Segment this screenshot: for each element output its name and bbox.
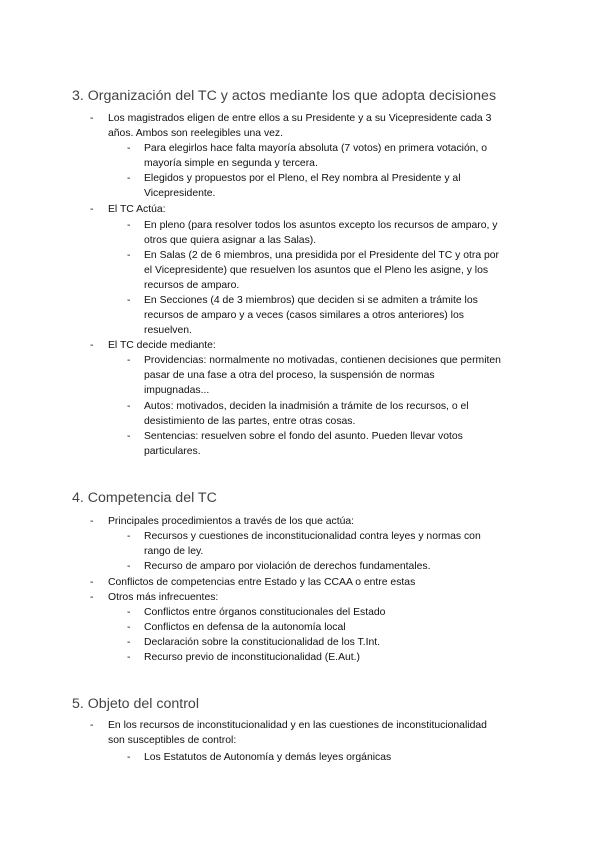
sub-list-item-line: Recurso de amparo por violación de derechos fundamentales. bbox=[144, 561, 431, 572]
sub-list-item-line: En Salas (2 de 6 miembros, una presidida por el Presidente del TC y otra por bbox=[144, 250, 500, 261]
sub-list-item bbox=[144, 248, 499, 293]
sub-list-item bbox=[144, 750, 391, 765]
sub-bullet-dash: - bbox=[127, 607, 131, 618]
bullet-dash: - bbox=[90, 340, 94, 351]
sub-list-item-line: el Vicepresidente) que resuelven los asuntos que el Pleno les asigne, y los bbox=[144, 265, 489, 276]
sub-bullet-dash: - bbox=[127, 250, 131, 261]
sub-bullet-dash: - bbox=[127, 143, 131, 154]
sub-list-item bbox=[144, 650, 360, 665]
sub-list-item-line: resuelven. bbox=[144, 325, 192, 336]
sub-list-item-line: Conflictos en defensa de la autonomía local bbox=[144, 622, 346, 633]
sub-list-item-line: desistimiento de las partes, entre otras cosas. bbox=[144, 416, 356, 427]
sub-list-item-line: pasar de una fase a otra del proceso, la suspensión de normas bbox=[144, 370, 435, 381]
sub-list-item-line: En Secciones (4 de 3 miembros) que deciden si se admiten a trámite los bbox=[144, 295, 478, 306]
list-item-line: son susceptibles de control: bbox=[108, 735, 237, 746]
sub-bullet-dash: - bbox=[127, 220, 131, 231]
bullet-dash: - bbox=[90, 720, 94, 731]
sub-list-item bbox=[144, 399, 469, 429]
sub-list-item-line: Elegidos y propuestos por el Pleno, el Rey nombra al Presidente y al bbox=[144, 173, 461, 184]
sub-list-item bbox=[144, 529, 481, 559]
section-heading-3: 3. Organización del TC y actos mediante los que adopta decisiones bbox=[72, 88, 497, 104]
sub-list-item bbox=[144, 605, 385, 620]
sub-bullet-dash: - bbox=[127, 561, 131, 572]
sub-list-item-line: Los Estatutos de Autonomía y demás leyes orgánicas bbox=[144, 752, 392, 763]
sub-bullet-dash: - bbox=[127, 355, 131, 366]
sub-bullet-dash: - bbox=[127, 431, 131, 442]
sub-bullet-dash: - bbox=[127, 652, 131, 663]
sub-list-item-line: Recurso previo de inconstitucionalidad (E.Aut.) bbox=[144, 652, 361, 663]
list-item bbox=[108, 111, 491, 141]
sub-bullet-dash: - bbox=[127, 173, 131, 184]
sub-bullet-dash: - bbox=[127, 622, 131, 633]
list-item bbox=[108, 202, 166, 217]
sub-bullet-dash: - bbox=[127, 637, 131, 648]
sub-list-item-line: particulares. bbox=[144, 446, 201, 457]
sub-list-item-line: En pleno (para resolver todos los asuntos excepto los recursos de amparo, y bbox=[144, 220, 498, 231]
sub-list-item bbox=[144, 635, 380, 650]
list-item bbox=[108, 575, 415, 590]
sub-list-item-line: otros que quiera asignar a las Salas). bbox=[144, 235, 317, 246]
sub-list-item bbox=[144, 429, 463, 459]
list-item bbox=[108, 590, 218, 605]
sub-bullet-dash: - bbox=[127, 752, 131, 763]
sub-list-item-line: mayoría simple en segunda y tercera. bbox=[144, 158, 318, 169]
sub-list-item-line: Autos: motivados, deciden la inadmisión a trámite de los recursos, o el bbox=[144, 401, 469, 412]
bullet-dash: - bbox=[90, 592, 94, 603]
sub-list-item-line: Declaración sobre la constitucionalidad de los T.Int. bbox=[144, 637, 381, 648]
list-item bbox=[108, 718, 487, 748]
sub-list-item-line: rango de ley. bbox=[144, 546, 204, 557]
sub-list-item-line: impugnadas... bbox=[144, 385, 210, 396]
sub-list-item bbox=[144, 353, 501, 398]
list-item-line: Los magistrados eligen de entre ellos a su Presidente y a su Vicepresidente cada 3 bbox=[108, 113, 492, 124]
list-item-line: años. Ambos son reelegibles una vez. bbox=[108, 128, 284, 139]
sub-list-item-line: recursos de amparo y a veces (casos similares a otros anteriores) los bbox=[144, 310, 464, 321]
sub-list-item-line: Conflictos entre órganos constitucionales del Estado bbox=[144, 607, 386, 618]
sub-list-item-line: Vicepresidente. bbox=[144, 188, 216, 199]
list-item-line: El TC Actúa: bbox=[108, 204, 166, 215]
sub-bullet-dash: - bbox=[127, 401, 131, 412]
bullet-dash: - bbox=[90, 577, 94, 588]
sub-list-item bbox=[144, 559, 431, 574]
list-item-line: En los recursos de inconstitucionalidad y en las cuestiones de inconstitucionalidad bbox=[108, 720, 487, 731]
list-item-line: Conflictos de competencias entre Estado y las CCAA o entre estas bbox=[108, 577, 416, 588]
bullet-dash: - bbox=[90, 516, 94, 527]
sub-list-item bbox=[144, 293, 478, 338]
sub-list-item-line: Providencias: normalmente no motivadas, contienen decisiones que permiten bbox=[144, 355, 501, 366]
sub-list-item bbox=[144, 620, 346, 635]
sub-list-item bbox=[144, 171, 461, 201]
bullet-dash: - bbox=[90, 204, 94, 215]
sub-list-item bbox=[144, 218, 497, 248]
sub-bullet-dash: - bbox=[127, 295, 131, 306]
sub-list-item-line: recursos de amparo. bbox=[144, 280, 240, 291]
section-heading-5: 5. Objeto del control bbox=[72, 696, 199, 712]
sub-list-item-line: Para elegirlos hace falta mayoría absoluta (7 votos) en primera votación, o bbox=[144, 143, 488, 154]
sub-list-item bbox=[144, 141, 487, 171]
list-item bbox=[108, 338, 216, 353]
bullet-dash: - bbox=[90, 113, 94, 124]
list-item-line: El TC decide mediante: bbox=[108, 340, 216, 351]
sub-bullet-dash: - bbox=[127, 531, 131, 542]
list-item bbox=[108, 514, 354, 529]
sub-list-item-line: Sentencias: resuelven sobre el fondo del asunto. Pueden llevar votos bbox=[144, 431, 463, 442]
section-heading-4: 4. Competencia del TC bbox=[72, 490, 217, 506]
list-item-line: Principales procedimientos a través de los que actúa: bbox=[108, 516, 355, 527]
sub-list-item-line: Recursos y cuestiones de inconstitucionalidad contra leyes y normas con bbox=[144, 531, 481, 542]
list-item-line: Otros más infrecuentes: bbox=[108, 592, 219, 603]
